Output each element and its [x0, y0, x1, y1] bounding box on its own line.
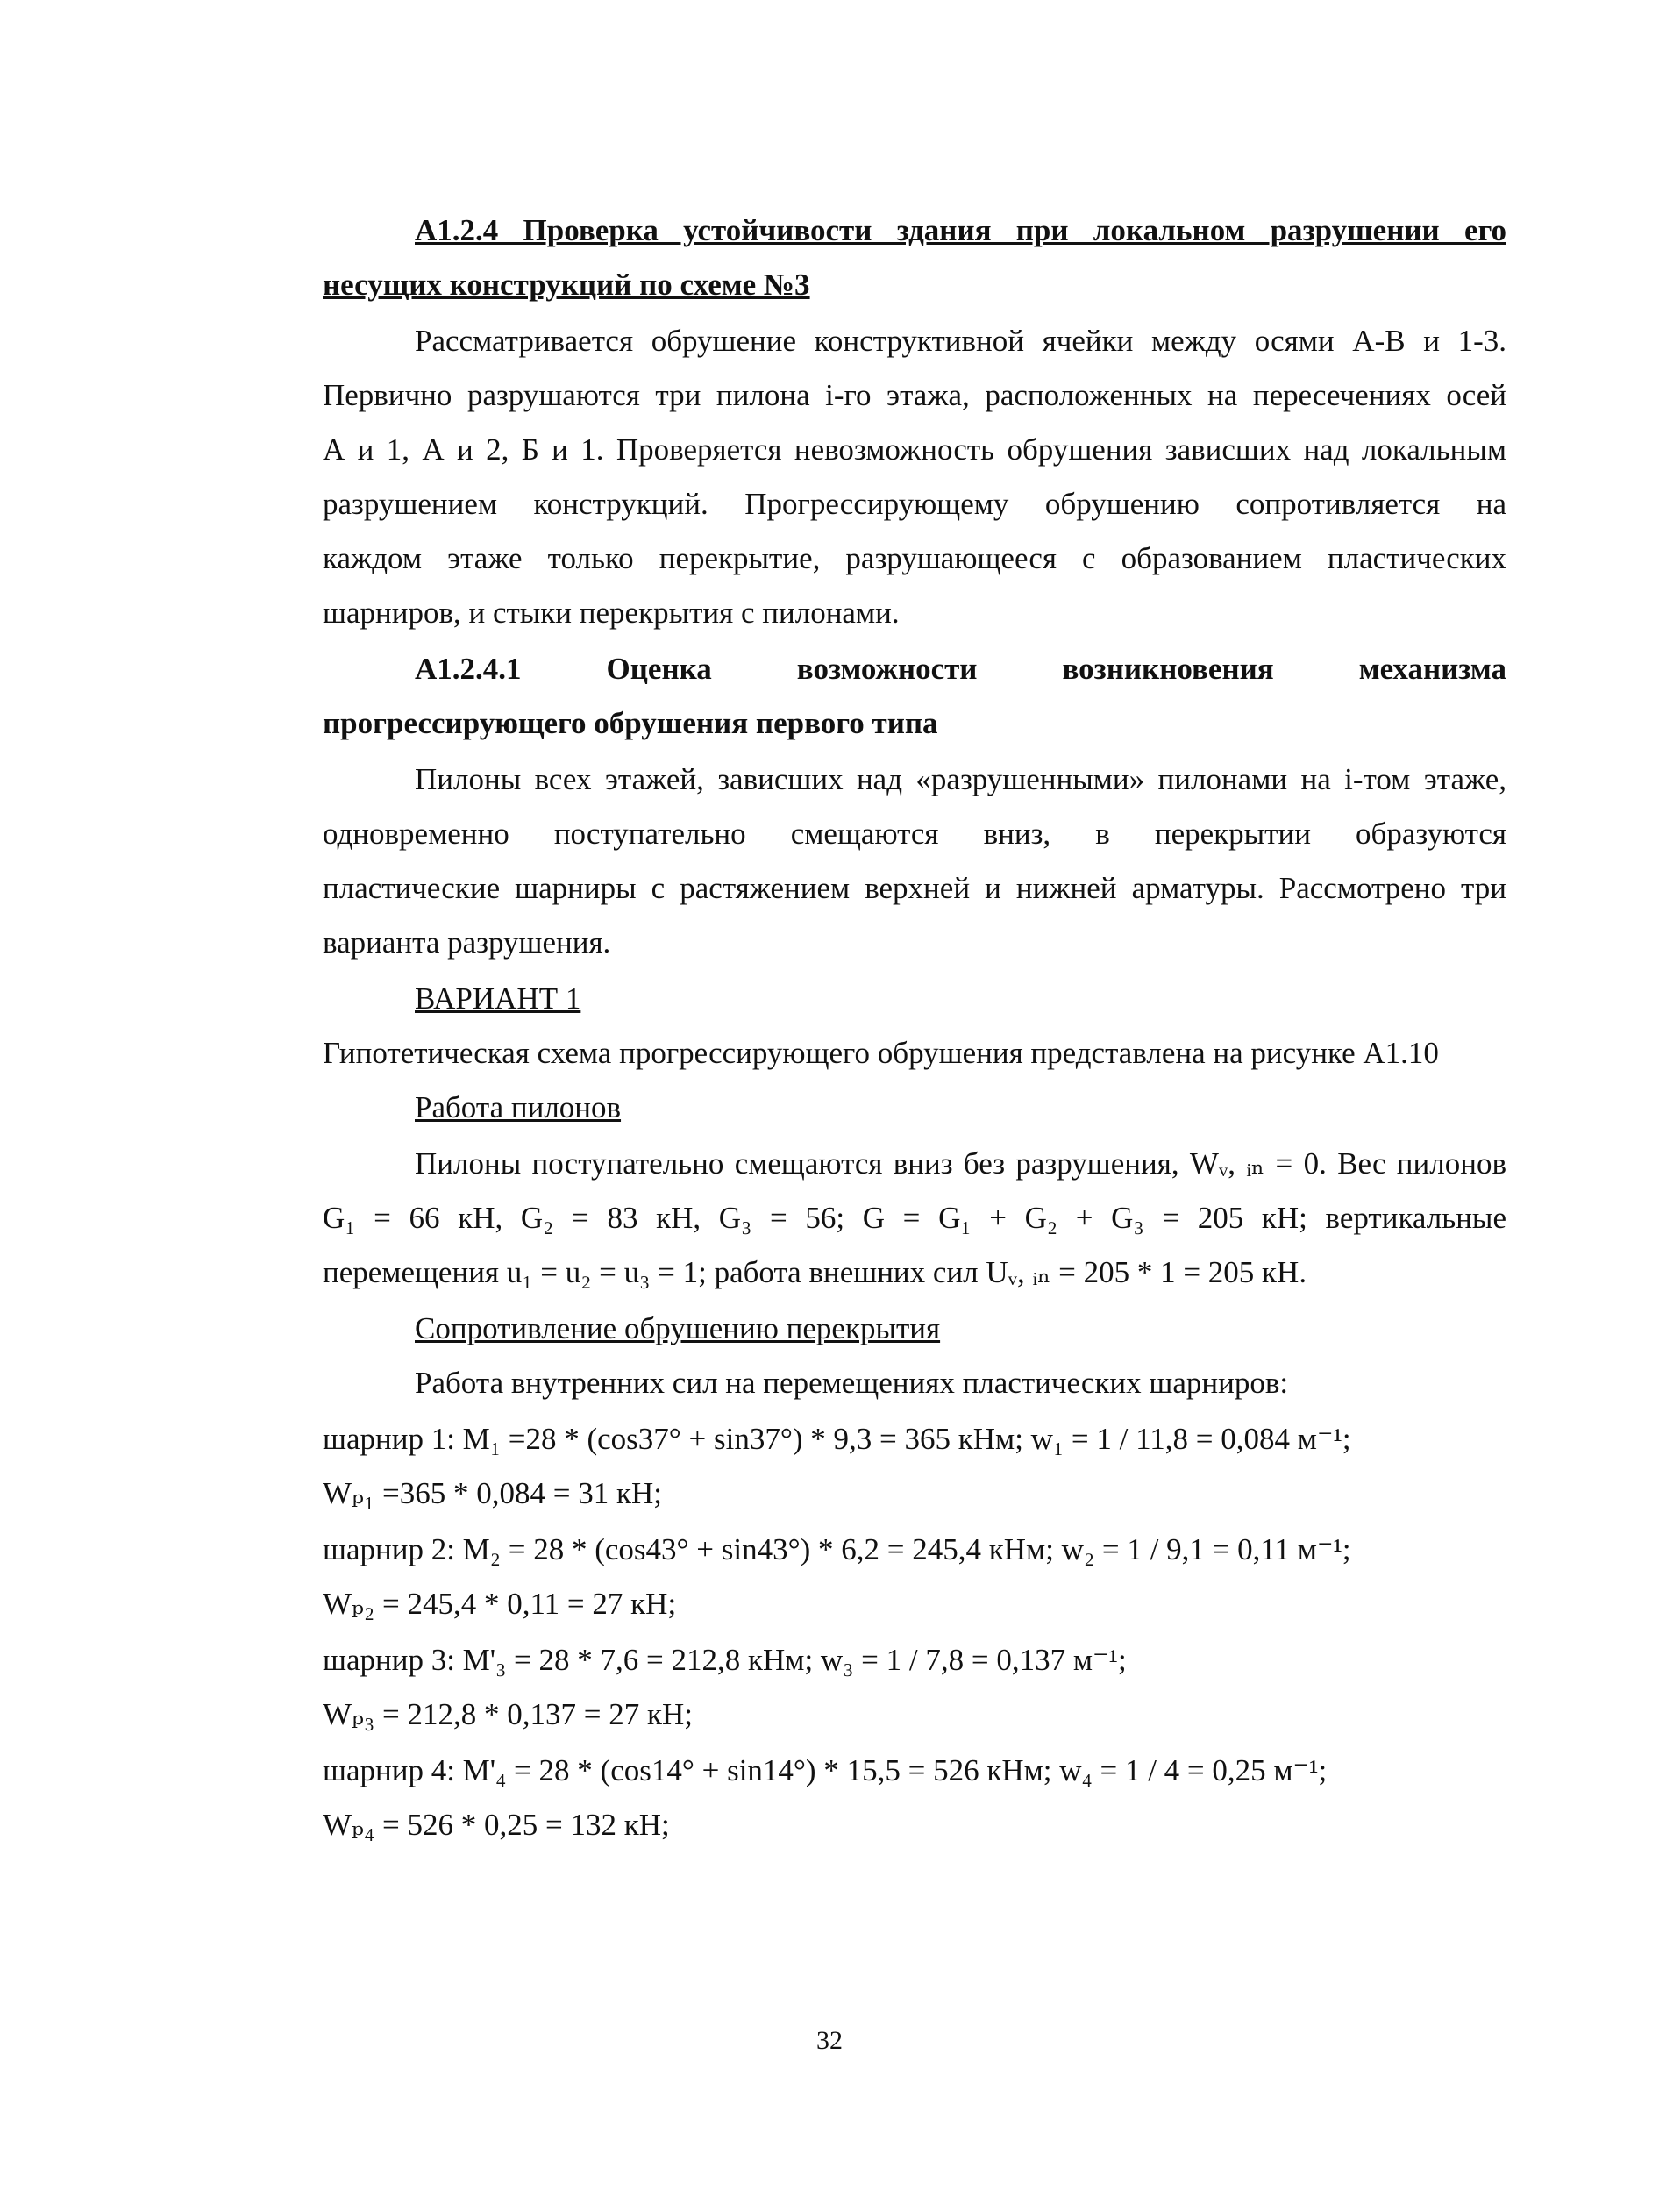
- para1-line: каждом этаже только перекрытие, разрушающееся с образованием пластических: [323, 541, 1506, 575]
- pylons-heading: Работа пилонов: [415, 1090, 622, 1124]
- hinge-2-work: Wₚ₂ = 245,4 * 0,11 = 27 кН;: [323, 1587, 677, 1621]
- subsection-word: Оценка: [606, 652, 712, 686]
- para1-line: Рассматривается обрушение конструктивной ячейки между осями А-В и 1-3.: [415, 324, 1506, 358]
- subsection-heading-line1: [323, 642, 1506, 696]
- para2-line: одновременно поступательно смещаются вниз, в перекрытии образуются: [323, 817, 1506, 851]
- subsection-word: механизма: [1358, 652, 1506, 686]
- section-heading-line2: несущих конструкций по схеме №3: [323, 268, 810, 302]
- para1-line: разрушением конструкций. Прогрессирующему обрушению сопротивляется на: [323, 487, 1506, 521]
- variant-heading: ВАРИАНТ 1: [415, 981, 581, 1016]
- pylons-text-line: G₁ = 66 кН, G₂ = 83 кН, G₃ = 56; G = G₁ + G₂ + G₃ = 205 кН; вертикальные: [323, 1201, 1506, 1235]
- hinge-3-line: шарнир 3: M'₃ = 28 * 7,6 = 212,8 кНм; w₃ = 1 / 7,8 = 0,137 м⁻¹;: [323, 1643, 1127, 1677]
- subsection-word: возможности: [796, 652, 978, 686]
- hinge-2-line: шарнир 2: M₂ = 28 * (cos43° + sin43°) * 6,2 = 245,4 кНм; w₂ = 1 / 9,1 = 0,11 м⁻¹;: [323, 1532, 1351, 1566]
- slab-intro: Работа внутренних сил на перемещениях пластических шарниров:: [415, 1366, 1289, 1400]
- pylons-text-line: Пилоны поступательно смещаются вниз без разрушения, Wᵥ, ᵢₙ = 0. Вес пилонов: [415, 1146, 1506, 1181]
- subsection-heading-line2: прогрессирующего обрушения первого типа: [323, 706, 938, 740]
- page-number: 32: [816, 2026, 843, 2055]
- hinge-4-work: Wₚ₄ = 526 * 0,25 = 132 кН;: [323, 1808, 670, 1842]
- subsection-number: А1.2.4.1: [415, 652, 522, 686]
- para1-line: Первично разрушаются три пилона i-го этажа, расположенных на пересечениях осей: [323, 378, 1506, 412]
- para1-line: А и 1, А и 2, Б и 1. Проверяется невозможность обрушения зависших над локальным: [323, 432, 1506, 467]
- slab-heading: Сопротивление обрушению перекрытия: [415, 1311, 941, 1345]
- hinge-1-line: шарнир 1: M₁ =28 * (cos37° + sin37°) * 9,3 = 365 кНм; w₁ = 1 / 11,8 = 0,084 м⁻¹;: [323, 1422, 1351, 1456]
- variant-text: Гипотетическая схема прогрессирующего обрушения представлена на рисунке А1.10: [323, 1036, 1439, 1070]
- para2-line: пластические шарниры с растяжением верхней и нижней арматуры. Рассмотрено три: [323, 871, 1506, 905]
- para1-line: шарниров, и стыки перекрытия с пилонами.: [323, 596, 900, 630]
- section-heading-line1: А1.2.4 Проверка устойчивости здания при локальном разрушении его: [415, 213, 1506, 247]
- hinge-4-line: шарнир 4: M'₄ = 28 * (cos14° + sin14°) * 15,5 = 526 кНм; w₄ = 1 / 4 = 0,25 м⁻¹;: [323, 1753, 1328, 1787]
- pylons-text-line: перемещения u₁ = u₂ = u₃ = 1; работа внешних сил Uᵥ, ᵢₙ = 205 * 1 = 205 кН.: [323, 1255, 1307, 1289]
- subsection-word: возникновения: [1062, 652, 1274, 686]
- hinge-1-work: Wₚ₁ =365 * 0,084 = 31 кН;: [323, 1476, 662, 1510]
- para2-line: варианта разрушения.: [323, 925, 611, 960]
- hinge-3-work: Wₚ₃ = 212,8 * 0,137 = 27 кН;: [323, 1697, 693, 1731]
- para2-line: Пилоны всех этажей, зависших над «разрушенными» пилонами на i-том этаже,: [415, 762, 1506, 796]
